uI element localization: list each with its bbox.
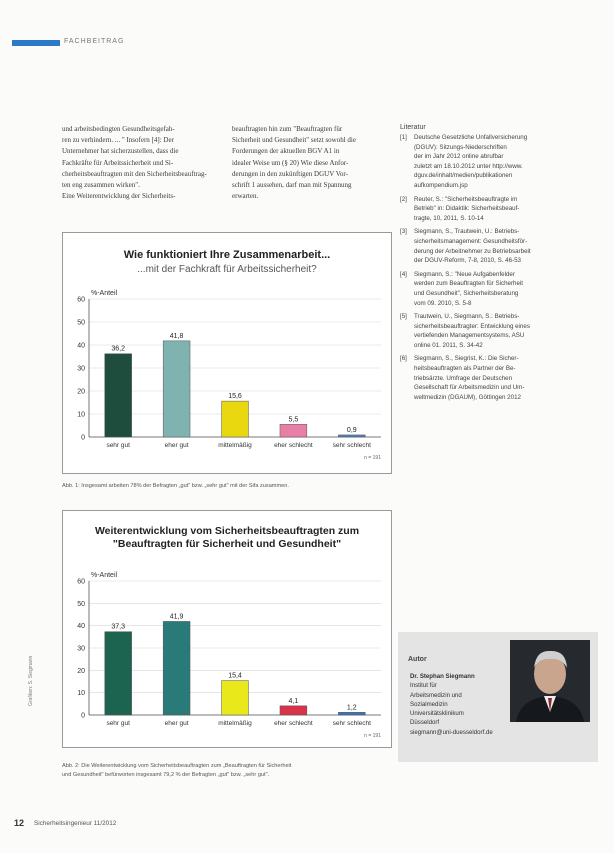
body-line: Forderungen der aktuellen BGV A1 in: [232, 147, 340, 156]
x-tick-label: mittelmäßig: [218, 720, 252, 727]
reference-item: [400, 133, 600, 191]
bar-value-label: 0,9: [346, 426, 357, 434]
literature-list: [400, 124, 600, 406]
y-tick-label: 10: [77, 411, 85, 419]
page-number: 12: [14, 818, 25, 828]
x-tick-label: eher schlecht: [274, 442, 313, 449]
y-tick-label: 10: [77, 690, 85, 698]
body-line: idealer Weise um (§ 20) Wie diese Anfor-: [232, 158, 349, 167]
bar: [338, 435, 365, 437]
author-heading: Autor: [408, 656, 427, 663]
reference-list: [400, 133, 600, 402]
y-tick-label: 20: [77, 667, 85, 675]
author-name: Dr. Stephan Siegmann: [410, 673, 475, 680]
bar-value-label: 41,9: [169, 613, 184, 621]
body-line: ren zu verhindern. ... " Insofern [4]: Der: [62, 136, 174, 145]
bar-value-label: 36,2: [111, 345, 126, 353]
body-line: Unternehmer hat sicherzustellen, dass die: [62, 147, 179, 156]
header-accent-bar: [12, 40, 60, 46]
literature-title: Literatur: [400, 124, 426, 131]
author-line: Düsseldorf: [410, 719, 440, 727]
reference-text: Siegmann, S.: "Neue Aufgabenfelder werden zum Beauftragten für Sicherheit und Gesundheit", Sicherheitsberatung vom 09. 2010, S. 5-8: [414, 270, 524, 307]
body-line: Sicherheit und Gesundheit" setzt sowohl die: [232, 136, 356, 145]
body-line: Eine Weiterentwicklung der Sicherheits-: [62, 192, 176, 201]
body-line: ten eng zusammen wirken".: [62, 181, 140, 190]
y-tick-label: 60: [77, 296, 85, 304]
chart-2-title: Weiterentwicklung vom Sicherheitsbeauftragten zum "Beauftragten für Sicherheit und Gesundheit": [94, 525, 360, 550]
reference-number: [1]: [400, 134, 407, 141]
bar-value-label: 41,8: [169, 332, 184, 340]
author-email: siegmann@uni-duesseldorf.de: [410, 728, 493, 736]
body-line: erwarten.: [232, 192, 259, 201]
footer-journal: Sicherheitsingenieur 11/2012: [34, 820, 117, 827]
y-tick-label: 50: [77, 319, 85, 327]
chart-1-box: [62, 232, 392, 474]
chart-1-subtitle: ...mit der Fachkraft für Arbeitssicherheit?: [137, 264, 317, 275]
author-line: Arbeitsmedizin und: [410, 691, 462, 699]
body-line: cherheitsbeauftragten mit den Sicherheitsbeauftrag-: [62, 169, 207, 178]
bar: [163, 341, 190, 437]
bar: [105, 632, 132, 715]
section-label: FACHBEITRAG: [64, 38, 125, 45]
x-tick-label: mittelmäßig: [218, 442, 252, 449]
x-tick-label: sehr gut: [106, 442, 130, 449]
author-line: Institut für: [410, 682, 437, 690]
reference-item: [400, 195, 600, 224]
body-column-1: [62, 124, 222, 202]
y-tick-label: 30: [77, 365, 85, 373]
graphics-credit: Grafiken: S. Siegmann: [28, 655, 34, 706]
x-tick-label: sehr schlecht: [332, 720, 371, 727]
y-axis-label: %-Anteil: [91, 572, 118, 579]
bar: [338, 712, 365, 715]
x-tick-label: sehr gut: [106, 720, 130, 727]
y-tick-label: 0: [81, 712, 85, 720]
y-tick-label: 30: [77, 645, 85, 653]
bar: [280, 424, 307, 437]
reference-number: [4]: [400, 270, 407, 278]
bar: [105, 354, 132, 437]
y-tick-label: 40: [77, 342, 85, 350]
bar-value-label: 15,4: [228, 672, 242, 680]
x-tick-label: eher gut: [164, 442, 189, 449]
body-line: und arbeitsbedingten Gesundheitsgefah-: [62, 125, 175, 133]
reference-number: [2]: [400, 195, 407, 203]
body-line: schrift 1 aussehen, darf man mit Spannung: [232, 181, 352, 190]
bar-value-label: 15,6: [228, 393, 242, 401]
bar-value-label: 1,2: [346, 704, 357, 712]
author-line: Universitätsklinikum: [410, 710, 464, 718]
bar-value-label: 5,5: [288, 416, 299, 424]
bar: [163, 621, 190, 715]
bar: [280, 706, 307, 715]
x-tick-label: eher schlecht: [274, 720, 313, 727]
sample-size-note: n = 191: [364, 455, 381, 461]
author-photo: [510, 640, 590, 722]
bar: [222, 681, 249, 715]
y-tick-label: 40: [77, 623, 85, 631]
figure-1-caption: Abb. 1: Insgesamt arbeiten 78% der Befragten „gut" bzw. „sehr gut" mit der Sifa zusammen.: [62, 483, 289, 489]
reference-number: [3]: [400, 228, 407, 236]
bar: [222, 401, 249, 437]
x-tick-label: sehr schlecht: [332, 442, 371, 449]
author-line: Sozialmedizin: [410, 700, 448, 708]
reference-text: Deutsche Gesetzliche Unfallversicherung (DGUV): Sitzungs-Niederschriften der im Jahr 2012 online abrufbar zuletzt am 18.10.2012 unter http://www. dguv.de/inhalt/medien/publikationen aufkompendium.jsp: [414, 134, 528, 189]
bar-value-label: 37,3: [111, 623, 126, 631]
chart-2-box: [62, 510, 392, 748]
y-tick-label: 0: [81, 434, 85, 442]
reference-text: Reuter, S.: "Sicherheitsbeauftragte im Betrieb" in: Didaktik: Sicherheitsbeauf- tragte, 10, 2011, S. 10-14: [414, 195, 520, 222]
body-column-2: [232, 124, 392, 202]
reference-item: [400, 227, 600, 265]
author-details: [410, 672, 510, 737]
y-tick-label: 50: [77, 600, 85, 608]
x-tick-label: eher gut: [164, 720, 189, 727]
reference-item: [400, 270, 600, 308]
figure-2-caption-line-2: und Gesundheit" befürworten insgesamt 79,2 % der Befragten „gut" bzw. „sehr gut".: [62, 772, 270, 778]
reference-item: [400, 312, 600, 350]
chart-2-svg: [63, 563, 389, 745]
bar-value-label: 4,1: [288, 697, 299, 705]
author-portrait-icon: [510, 640, 590, 722]
reference-number: [5]: [400, 313, 407, 321]
y-tick-label: 20: [77, 388, 85, 396]
chart-1-svg: [63, 281, 389, 471]
y-axis-label: %-Anteil: [91, 290, 118, 297]
reference-number: [6]: [400, 355, 407, 363]
figure-2-caption-line-1: Abb. 2: Die Weiterentwicklung vom Sicherheitsbeauftragten zum „Beauftragten für Sicherheit: [62, 763, 292, 769]
reference-text: Siegmann, S., Siegrist, K.: Die Sicher- heitsbeauftragten als Partner der Be- triebsärzte. Umfrage der Deutschen Gesellschaft für Arbeitsmedizin und Um- weltmedizin (DGAUM), Göttingen 2012: [414, 355, 525, 401]
body-line: derungen in den zukünftigen DGUV Vor-: [232, 169, 348, 178]
reference-text: Siegmann, S., Trautwein, U.: Betriebs- sicherheitsmanagement: Gesundheitsför- derung der Arbeitnehmer zu Betriebsarbeit der DGUV-Reform, 7-8, 2010, S. 46-53: [414, 228, 531, 265]
y-tick-label: 60: [77, 578, 85, 586]
chart-1-title: Wie funktioniert Ihre Zusammenarbeit...: [123, 249, 331, 261]
reference-item: [400, 354, 600, 402]
sample-size-note: n = 191: [364, 733, 381, 739]
reference-text: Trautwein, U., Siegmann, S.: Betriebs- sicherheitsbeauftragter: Entwicklung eines vertiefenden Managementsystems, ASU online 01. 2011, S. 34-42: [414, 313, 530, 349]
body-line: Fachkräfte für Arbeitssicherheit und Si-: [62, 158, 174, 167]
body-line: beauftragten hin zum "Beauftragten für: [232, 125, 343, 133]
